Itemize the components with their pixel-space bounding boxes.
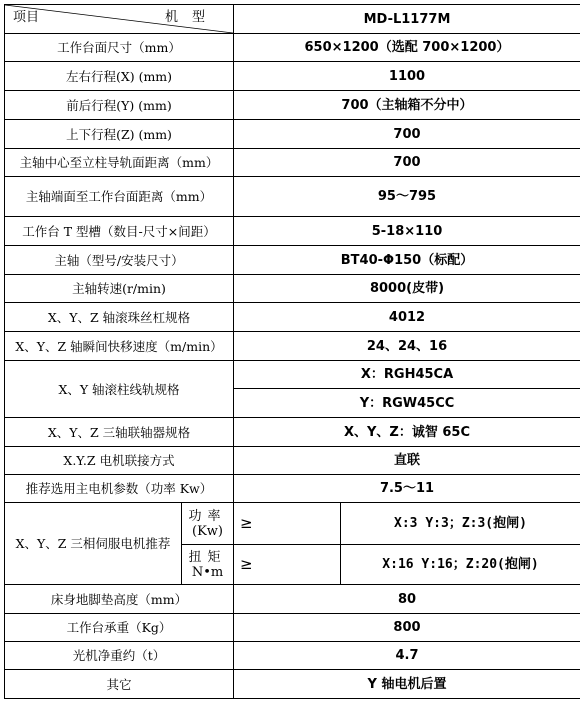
row-label: 工作台承重（Kg）: [5, 614, 234, 642]
servo-power-label-line2: (Kw): [192, 523, 223, 539]
servo-power-row: [5, 503, 580, 545]
table-row: [5, 475, 580, 503]
row-label: 前后行程(Y) (mm): [5, 91, 234, 120]
row-value: 直联: [234, 447, 580, 475]
row-label: 工作台面尺寸（mm）: [5, 34, 234, 62]
servo-power-label-line1: 功率: [188, 508, 227, 524]
row-value: 700: [234, 149, 580, 177]
table-row: [5, 361, 580, 389]
servo-label: X、Y、Z 三相伺服电机推荐: [5, 503, 182, 585]
table-row: [5, 149, 580, 177]
row-value: 5-18×110: [234, 217, 580, 246]
table-row: [5, 303, 580, 332]
header-item-label: 项目: [13, 10, 40, 25]
table-row: [5, 120, 580, 149]
row-label: 左右行程(X) (mm): [5, 62, 234, 91]
row-value: 7.5～11: [234, 475, 580, 503]
linear-guide-x: X：RGH45CA: [234, 361, 580, 389]
row-value: 700（主轴箱不分中）: [234, 91, 580, 120]
row-label: X.Y.Z 电机联接方式: [5, 447, 234, 475]
table-row: [5, 217, 580, 246]
row-value: BT40-Φ150（标配）: [234, 246, 580, 275]
row-value: X、Y、Z：诚智 65C: [234, 418, 580, 447]
header-row: [5, 5, 580, 34]
row-label: 推荐选用主电机参数（功率 Kw）: [5, 475, 234, 503]
table-row: [5, 62, 580, 91]
row-label: 其它: [5, 670, 234, 699]
servo-power-symbol: ≥: [234, 503, 341, 545]
header-type-label: 机型: [164, 10, 219, 25]
model-name: MD-L1177M: [234, 5, 580, 34]
servo-torque-label: [182, 545, 234, 585]
servo-power-label: [182, 503, 234, 545]
row-value: 650×1200（选配 700×1200）: [234, 34, 580, 62]
servo-power-value: X:3 Y:3；Z:3(抱闸): [341, 503, 580, 545]
row-label: 工作台 T 型槽（数目-尺寸×间距）: [5, 217, 234, 246]
row-value: 4012: [234, 303, 580, 332]
row-label: 主轴转速(r/min): [5, 275, 234, 303]
table-row: [5, 670, 580, 699]
row-value: 4.7: [234, 642, 580, 670]
row-value: Y 轴电机后置: [234, 670, 580, 699]
linear-guide-label: X、Y 轴滚柱线轨规格: [5, 361, 234, 418]
table-row: [5, 34, 580, 62]
table-row: [5, 246, 580, 275]
table-row: [5, 585, 580, 614]
table-row: [5, 275, 580, 303]
spec-table: [4, 4, 580, 699]
row-label: 光机净重约（t）: [5, 642, 234, 670]
row-value: 8000(皮带): [234, 275, 580, 303]
row-value: 700: [234, 120, 580, 149]
row-label: X、Y、Z 轴瞬间快移速度（m/min）: [5, 332, 234, 361]
table-row: [5, 418, 580, 447]
row-value: 24、24、16: [234, 332, 580, 361]
table-row: [5, 614, 580, 642]
table-row: [5, 177, 580, 217]
servo-torque-value: X:16 Y:16；Z:20(抱闸): [341, 545, 580, 585]
servo-torque-symbol: ≥: [234, 545, 341, 585]
table-row: [5, 91, 580, 120]
row-label: 主轴中心至立柱导轨面距离（mm）: [5, 149, 234, 177]
row-label: X、Y、Z 三轴联轴器规格: [5, 418, 234, 447]
row-label: 床身地脚垫高度（mm）: [5, 585, 234, 614]
table-row: [5, 447, 580, 475]
linear-guide-y: Y：RGW45CC: [234, 389, 580, 418]
row-value: 80: [234, 585, 580, 614]
row-value: 95～795: [234, 177, 580, 217]
servo-torque-label-line2: N•m: [191, 564, 224, 580]
servo-torque-label-line1: 扭矩: [188, 549, 227, 565]
row-label: 上下行程(Z) (mm): [5, 120, 234, 149]
row-label: 主轴（型号/安装尺寸）: [5, 246, 234, 275]
table-row: [5, 332, 580, 361]
table-row: [5, 642, 580, 670]
row-value: 800: [234, 614, 580, 642]
row-value: 1100: [234, 62, 580, 91]
header-item-type-cell: [5, 5, 234, 34]
row-label: X、Y、Z 轴滚珠丝杠规格: [5, 303, 234, 332]
row-label: 主轴端面至工作台面距离（mm）: [5, 177, 234, 217]
